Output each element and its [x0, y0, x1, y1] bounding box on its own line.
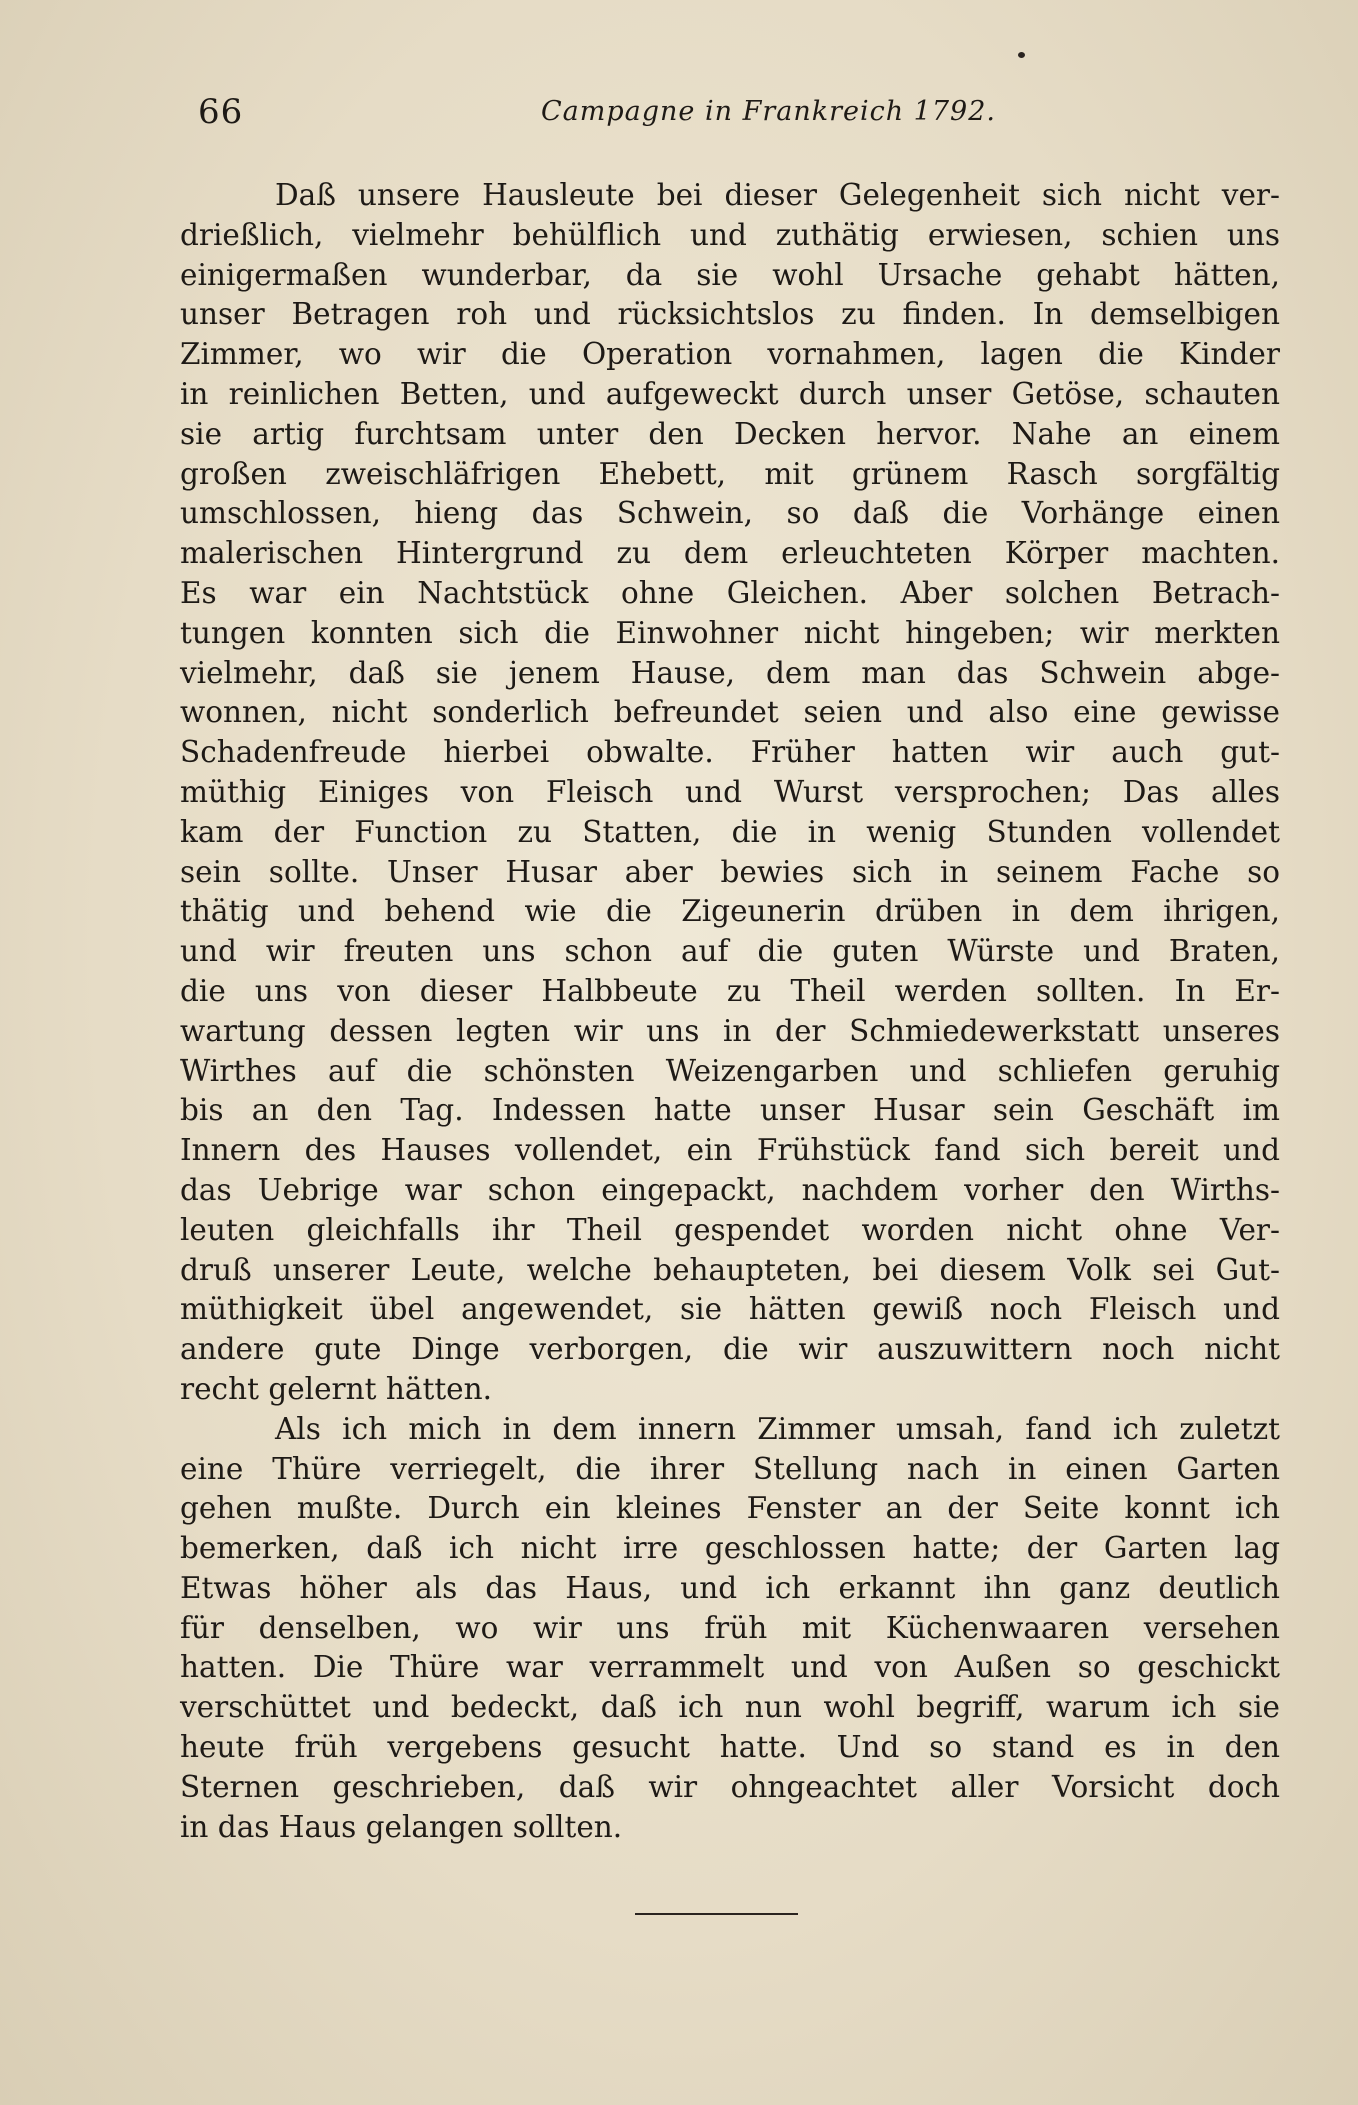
- paragraph: [180, 1410, 1280, 1848]
- text-line: bis an den Tag. Indessen hatte unser Husar sein Geschäft im: [180, 1093, 1280, 1128]
- text-line: andere gute Dinge verborgen, die wir auszuwittern noch nicht: [180, 1332, 1280, 1367]
- text-line: Sternen geschrieben, daß wir ohngeachtet aller Vorsicht doch: [180, 1769, 1280, 1804]
- text-line: recht gelernt hätten.: [180, 1371, 493, 1406]
- section-end-rule: [635, 1913, 798, 1915]
- text-line: Etwas höher als das Haus, und ich erkannt ihn ganz deutlich: [180, 1570, 1280, 1605]
- text-line: Innern des Hauses vollendet, ein Frühstück fand sich bereit und: [180, 1133, 1280, 1168]
- ink-speck: [1018, 52, 1025, 58]
- text-line: Daß unsere Hausleute bei dieser Gelegenheit sich nicht ver-: [275, 178, 1280, 212]
- body-text: [180, 176, 1280, 1847]
- text-line: für denselben, wo wir uns früh mit Küchenwaaren versehen: [180, 1610, 1280, 1645]
- text-line: großen zweischläfrigen Ehebett, mit grünem Rasch sorgfältig: [180, 456, 1280, 491]
- text-line: leuten gleichfalls ihr Theil gespendet worden nicht ohne Ver-: [180, 1212, 1280, 1247]
- text-line: Wirthes auf die schönsten Weizengarben und schliefen geruhig: [180, 1053, 1280, 1088]
- page-number: 66: [198, 92, 244, 132]
- text-line: wonnen, nicht sonderlich befreundet seien und also eine gewisse: [180, 695, 1280, 730]
- text-line: und wir freuten uns schon auf die guten Würste und Braten,: [180, 934, 1280, 969]
- text-line: gehen mußte. Durch ein kleines Fenster an der Seite konnt ich: [180, 1491, 1280, 1526]
- text-line: müthigkeit übel angewendet, sie hätten gewiß noch Fleisch und: [180, 1292, 1280, 1327]
- text-line: sie artig furchtsam unter den Decken hervor. Nahe an einem: [180, 416, 1280, 451]
- text-line: eine Thüre verriegelt, die ihrer Stellung nach in einen Garten: [180, 1451, 1280, 1486]
- text-line: vielmehr, daß sie jenem Hause, dem man das Schwein abge-: [180, 655, 1280, 690]
- text-line: Es war ein Nachtstück ohne Gleichen. Aber solchen Betrach-: [180, 575, 1280, 610]
- text-line: müthig Einiges von Fleisch und Wurst versprochen; Das alles: [180, 774, 1280, 809]
- text-line: wartung dessen legten wir uns in der Schmiedewerkstatt unseres: [180, 1013, 1280, 1048]
- text-line: bemerken, daß ich nicht irre geschlossen hatte; der Garten lag: [180, 1531, 1280, 1566]
- page-header: [198, 92, 1183, 142]
- text-line: umschlossen, hieng das Schwein, so daß die Vorhänge einen: [180, 496, 1280, 531]
- text-line: das Uebrige war schon eingepackt, nachdem vorher den Wirths-: [180, 1172, 1280, 1207]
- text-line: malerischen Hintergrund zu dem erleuchteten Körper machten.: [180, 536, 1280, 571]
- text-line: tungen konnten sich die Einwohner nicht hingeben; wir merkten: [180, 615, 1280, 650]
- text-line: drießlich, vielmehr behülflich und zuthätig erwiesen, schien uns: [180, 217, 1280, 252]
- text-line: in das Haus gelangen sollten.: [180, 1809, 623, 1844]
- running-title: Campagne in Frankreich 1792.: [541, 96, 996, 127]
- text-line: in reinlichen Betten, und aufgeweckt durch unser Getöse, schauten: [180, 376, 1280, 411]
- text-line: hatten. Die Thüre war verrammelt und von Außen so geschickt: [180, 1650, 1280, 1685]
- text-line: die uns von dieser Halbbeute zu Theil werden sollten. In Er-: [180, 973, 1280, 1008]
- text-line: Schadenfreude hierbei obwalte. Früher hatten wir auch gut-: [180, 735, 1280, 770]
- text-line: druß unserer Leute, welche behaupteten, bei diesem Volk sei Gut-: [180, 1252, 1280, 1287]
- text-line: Zimmer, wo wir die Operation vornahmen, lagen die Kinder: [180, 337, 1280, 372]
- paragraph: [180, 176, 1280, 1410]
- text-line: thätig und behend wie die Zigeunerin drüben in dem ihrigen,: [180, 894, 1280, 929]
- text-line: sein sollte. Unser Husar aber bewies sich in seinem Fache so: [180, 854, 1280, 889]
- text-line: unser Betragen roh und rücksichtslos zu finden. In demselbigen: [180, 297, 1280, 332]
- text-line: Als ich mich in dem innern Zimmer umsah, fand ich zuletzt: [275, 1411, 1280, 1446]
- text-line: verschüttet und bedeckt, daß ich nun wohl begriff, warum ich sie: [180, 1690, 1280, 1725]
- text-line: heute früh vergebens gesucht hatte. Und so stand es in den: [180, 1730, 1280, 1765]
- text-line: kam der Function zu Statten, die in wenig Stunden vollendet: [180, 814, 1280, 849]
- text-line: einigermaßen wunderbar, da sie wohl Ursache gehabt hätten,: [180, 257, 1280, 292]
